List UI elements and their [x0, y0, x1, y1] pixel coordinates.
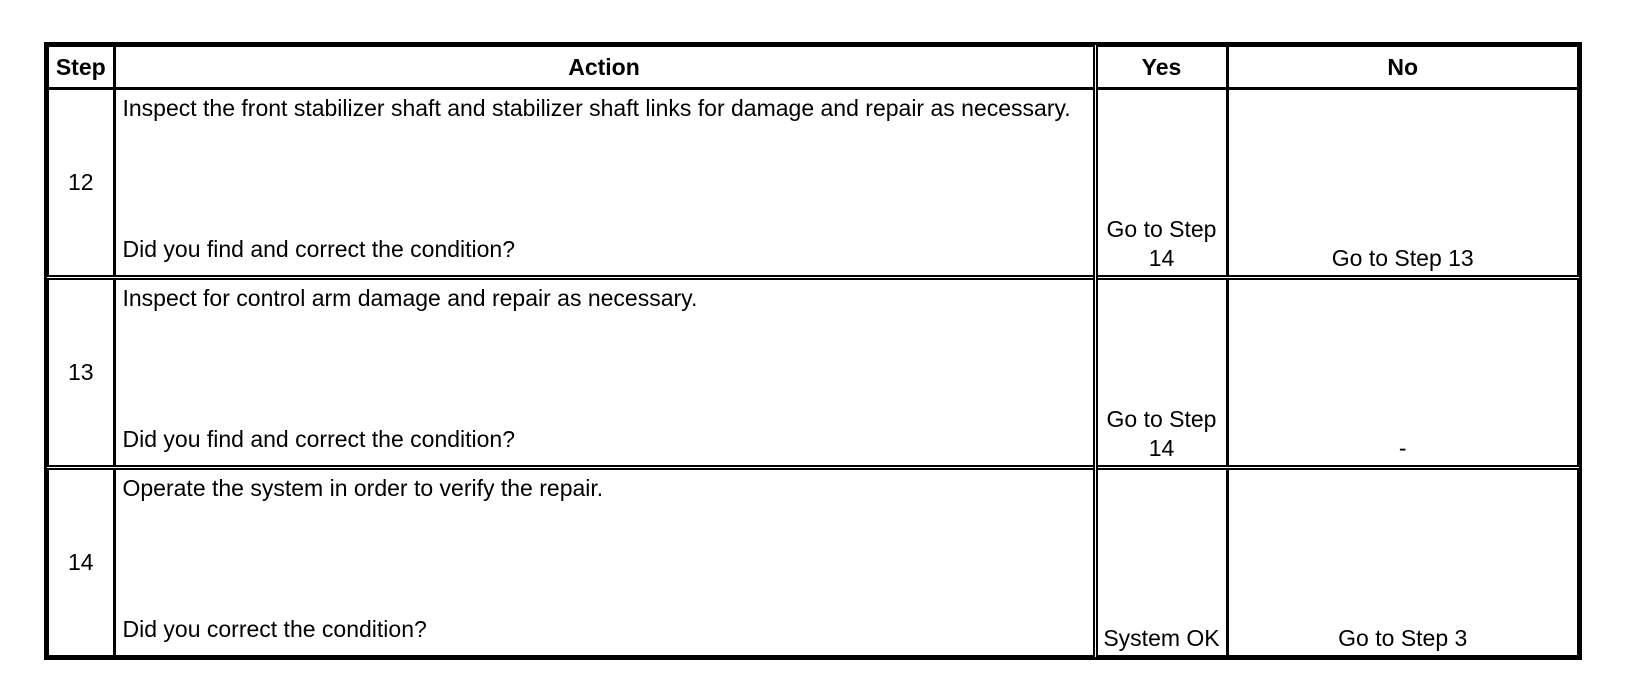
table-row — [48, 277, 1578, 467]
yes-result: Go to Step 14 — [1095, 89, 1227, 278]
step-number: 13 — [48, 277, 114, 467]
header-action: Action — [114, 46, 1095, 89]
no-result: - — [1227, 277, 1578, 467]
step-number: 12 — [48, 89, 114, 278]
diagnostic-table-frame — [44, 42, 1582, 660]
yes-result: System OK — [1095, 467, 1227, 656]
header-yes: Yes — [1095, 46, 1227, 89]
table-row — [48, 89, 1578, 278]
no-result: Go to Step 3 — [1227, 467, 1578, 656]
table-row — [48, 467, 1578, 656]
diagnostic-table — [47, 45, 1579, 657]
header-row — [48, 46, 1578, 89]
step-number: 14 — [48, 467, 114, 656]
action-question: Did you find and correct the condition? — [122, 425, 516, 452]
yes-result: Go to Step 14 — [1095, 277, 1227, 467]
action-question: Did you correct the condition? — [122, 615, 427, 642]
action-question: Did you find and correct the condition? — [122, 236, 516, 262]
action-instruction: Inspect the front stabilizer shaft and stabilizer shaft links for damage and repair as necessary. — [122, 95, 1071, 121]
action-cell — [114, 89, 1095, 278]
action-instruction: Inspect for control arm damage and repair as necessary. — [122, 284, 698, 311]
header-step: Step — [48, 46, 114, 89]
action-instruction: Operate the system in order to verify the repair. — [122, 474, 604, 501]
no-result: Go to Step 13 — [1227, 89, 1578, 278]
header-no: No — [1227, 46, 1578, 89]
action-cell — [114, 467, 1095, 656]
action-cell — [114, 277, 1095, 467]
